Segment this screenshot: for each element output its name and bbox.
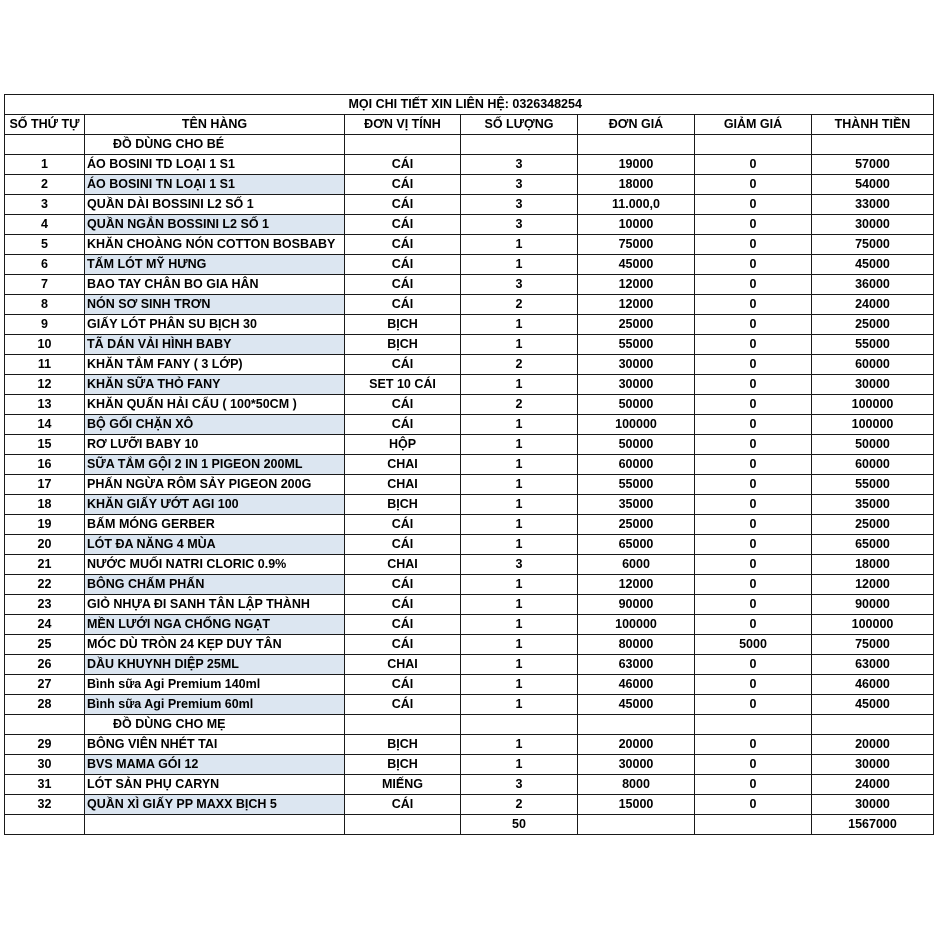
cell-discount[interactable]: 0 [695,435,812,455]
cell-total[interactable]: 57000 [812,155,934,175]
cell-unit[interactable]: CÁI [345,695,461,715]
table-row [5,615,934,635]
cell-stt[interactable]: 7 [5,275,85,295]
cell-price[interactable]: 35000 [578,495,695,515]
cell-unit[interactable]: CÁI [345,615,461,635]
cell-stt[interactable]: 17 [5,475,85,495]
cell-unit[interactable]: CHAI [345,655,461,675]
cell-name[interactable]: KHĂN GIẤY ƯỚT AGI 100 [85,495,345,515]
cell-name[interactable]: QUẦN NGẮN BOSSINI L2 SỐ 1 [85,215,345,235]
cell-unit[interactable]: CÁI [345,295,461,315]
cell-total[interactable]: 45000 [812,695,934,715]
cell-price[interactable]: 60000 [578,455,695,475]
cell-stt[interactable]: 8 [5,295,85,315]
section-row-baby [5,135,934,155]
cell-discount[interactable]: 0 [695,295,812,315]
cell-name[interactable]: TẤM LÓT MỸ HƯNG [85,255,345,275]
cell-price[interactable]: 45000 [578,255,695,275]
cell-name[interactable]: Bình sữa Agi Premium 140ml [85,675,345,695]
table-row [5,295,934,315]
table-row [5,155,934,175]
cell-unit[interactable]: CÁI [345,415,461,435]
cell-unit[interactable]: CÁI [345,635,461,655]
cell-qty[interactable]: 1 [461,595,578,615]
table-row [5,755,934,775]
cell-name[interactable]: ÁO BOSINI TD LOẠI 1 S1 [85,155,345,175]
cell-stt[interactable]: 32 [5,795,85,815]
cell-discount[interactable]: 0 [695,735,812,755]
cell-name[interactable]: ÁO BOSINI TN LOẠI 1 S1 [85,175,345,195]
cell-stt[interactable]: 24 [5,615,85,635]
table-row [5,395,934,415]
cell-price[interactable]: 50000 [578,435,695,455]
table-row [5,515,934,535]
cell-name[interactable]: LÓT SẢN PHỤ CARYN [85,775,345,795]
cell-total[interactable]: 60000 [812,455,934,475]
cell-unit[interactable]: MIẾNG [345,775,461,795]
cell-name[interactable]: QUẦN DÀI BOSSINI L2 SỐ 1 [85,195,345,215]
header-name[interactable]: TÊN HÀNG [85,115,345,135]
cell-price[interactable]: 80000 [578,635,695,655]
contact-row [5,95,934,115]
table-row [5,795,934,815]
cell-unit[interactable]: CÁI [345,595,461,615]
cell-stt[interactable]: 10 [5,335,85,355]
cell-unit[interactable]: CÁI [345,175,461,195]
cell-name[interactable]: BỘ GỐI CHẶN XÔ [85,415,345,435]
cell-qty[interactable]: 3 [461,155,578,175]
cell-name[interactable]: BÔNG CHẤM PHẤN [85,575,345,595]
cell-name[interactable]: BAO TAY CHÂN BO GIA HÂN [85,275,345,295]
cell-qty[interactable]: 3 [461,775,578,795]
cell-total[interactable]: 30000 [812,755,934,775]
cell-price[interactable]: 100000 [578,615,695,635]
cell-price[interactable]: 75000 [578,235,695,255]
cell-unit[interactable]: BỊCH [345,315,461,335]
cell-price[interactable]: 30000 [578,375,695,395]
cell-discount[interactable]: 0 [695,455,812,475]
table-row [5,415,934,435]
cell-name[interactable]: TÃ DÁN VẢI HÌNH BABY [85,335,345,355]
cell-stt[interactable]: 9 [5,315,85,335]
cell-qty[interactable]: 2 [461,355,578,375]
cell-price[interactable]: 30000 [578,355,695,375]
section-title-baby[interactable]: ĐỒ DÙNG CHO BÉ [85,135,345,155]
cell-name[interactable]: KHĂN SỮA THỎ FANY [85,375,345,395]
cell-total[interactable]: 55000 [812,475,934,495]
cell-price[interactable]: 25000 [578,515,695,535]
cell-price[interactable]: 50000 [578,395,695,415]
cell-price[interactable]: 63000 [578,655,695,675]
cell-price[interactable]: 45000 [578,695,695,715]
cell-discount[interactable]: 0 [695,595,812,615]
header-discount[interactable]: GIẢM GIÁ [695,115,812,135]
cell-qty[interactable]: 1 [461,235,578,255]
cell-stt[interactable]: 27 [5,675,85,695]
column-header-strip [4,84,933,94]
cell-stt[interactable]: 16 [5,455,85,475]
cell-unit[interactable]: CÁI [345,255,461,275]
cell-stt[interactable]: 13 [5,395,85,415]
cell-qty[interactable]: 1 [461,415,578,435]
cell-discount[interactable]: 0 [695,775,812,795]
cell-total[interactable]: 30000 [812,375,934,395]
cell-unit[interactable]: BỊCH [345,495,461,515]
cell-discount[interactable]: 0 [695,235,812,255]
cell-stt[interactable]: 23 [5,595,85,615]
header-total[interactable]: THÀNH TIỀN [812,115,934,135]
cell-stt[interactable]: 21 [5,555,85,575]
cell-unit[interactable]: CÁI [345,675,461,695]
cell-price[interactable]: 65000 [578,535,695,555]
cell-stt[interactable]: 4 [5,215,85,235]
cell-discount[interactable]: 0 [695,275,812,295]
table-row [5,375,934,395]
cell-qty[interactable]: 1 [461,335,578,355]
cell-qty[interactable]: 1 [461,755,578,775]
contact-line[interactable]: MỌI CHI TIẾT XIN LIÊN HỆ: 0326348254 [345,95,695,115]
invoice-table [4,94,934,835]
cell-discount[interactable]: 0 [695,475,812,495]
table-row [5,495,934,515]
cell-qty[interactable]: 3 [461,195,578,215]
cell-unit[interactable]: CÁI [345,195,461,215]
cell-stt[interactable]: 29 [5,735,85,755]
cell-name[interactable]: NƯỚC MUỐI NATRI CLORIC 0.9% [85,555,345,575]
cell-price[interactable]: 12000 [578,275,695,295]
table-row [5,735,934,755]
cell-discount[interactable]: 0 [695,755,812,775]
cell-discount[interactable]: 0 [695,535,812,555]
cell-discount[interactable]: 0 [695,575,812,595]
header-stt[interactable]: SỐ THỨ TỰ [5,115,85,135]
header-row [5,115,934,135]
cell-total[interactable]: 63000 [812,655,934,675]
cell-total[interactable]: 100000 [812,615,934,635]
cell-unit[interactable]: CHAI [345,475,461,495]
table-row [5,575,934,595]
cell-total[interactable]: 33000 [812,195,934,215]
cell-total[interactable]: 24000 [812,775,934,795]
cell-unit[interactable]: CÁI [345,155,461,175]
cell-price[interactable]: 19000 [578,155,695,175]
cell-discount[interactable]: 0 [695,255,812,275]
table-row [5,175,934,195]
cell-name[interactable]: KHĂN CHOÀNG NÓN COTTON BOSBABY [85,235,345,255]
cell-qty[interactable]: 3 [461,175,578,195]
cell-name[interactable]: BÔNG VIÊN NHÉT TAI [85,735,345,755]
cell-total[interactable]: 75000 [812,635,934,655]
cell-qty[interactable]: 3 [461,275,578,295]
cell-price[interactable]: 6000 [578,555,695,575]
cell-name[interactable]: QUẦN XÌ GIẤY PP MAXX BỊCH 5 [85,795,345,815]
cell-unit[interactable]: BỊCH [345,735,461,755]
table-row [5,555,934,575]
cell-unit[interactable]: CÁI [345,795,461,815]
cell-discount[interactable]: 0 [695,195,812,215]
cell-stt[interactable]: 11 [5,355,85,375]
cell-total[interactable]: 60000 [812,355,934,375]
table-row [5,635,934,655]
cell-discount[interactable]: 0 [695,395,812,415]
cell-unit[interactable]: CÁI [345,235,461,255]
cell-name[interactable]: DẦU KHUYNH DIỆP 25ML [85,655,345,675]
cell-qty[interactable]: 3 [461,555,578,575]
cell-total[interactable]: 36000 [812,275,934,295]
cell-discount[interactable]: 0 [695,515,812,535]
header-price[interactable]: ĐƠN GIÁ [578,115,695,135]
cell-unit[interactable]: CÁI [345,355,461,375]
cell-total[interactable]: 50000 [812,435,934,455]
cell-discount[interactable]: 0 [695,615,812,635]
cell-discount[interactable]: 0 [695,215,812,235]
cell-price[interactable]: 12000 [578,575,695,595]
selected-column-indicator [694,84,811,94]
cell-price[interactable]: 90000 [578,595,695,615]
cell-total[interactable]: 30000 [812,795,934,815]
cell-total[interactable]: 54000 [812,175,934,195]
cell-discount[interactable]: 0 [695,555,812,575]
cell-price[interactable]: 25000 [578,315,695,335]
cell-total[interactable]: 20000 [812,735,934,755]
cell-total[interactable]: 12000 [812,575,934,595]
header-qty[interactable]: SỐ LƯỢNG [461,115,578,135]
cell-qty[interactable]: 1 [461,695,578,715]
cell-stt[interactable]: 31 [5,775,85,795]
table-row [5,595,934,615]
cell-price[interactable]: 18000 [578,175,695,195]
table-row [5,275,934,295]
cell-price[interactable]: 15000 [578,795,695,815]
cell-stt[interactable]: 3 [5,195,85,215]
cell-unit[interactable]: CÁI [345,515,461,535]
table-row [5,535,934,555]
cell-total[interactable]: 35000 [812,495,934,515]
cell-name[interactable]: Bình sữa Agi Premium 60ml [85,695,345,715]
cell-stt[interactable]: 6 [5,255,85,275]
cell-total[interactable]: 65000 [812,535,934,555]
cell-total[interactable]: 90000 [812,595,934,615]
cell-price[interactable]: 10000 [578,215,695,235]
cell-price[interactable]: 8000 [578,775,695,795]
cell-name[interactable]: BẤM MÓNG GERBER [85,515,345,535]
cell-qty[interactable]: 1 [461,375,578,395]
cell-unit[interactable]: CHAI [345,555,461,575]
cell-qty[interactable]: 1 [461,455,578,475]
cell-qty[interactable]: 1 [461,475,578,495]
cell-qty[interactable]: 1 [461,675,578,695]
cell-discount[interactable]: 0 [695,495,812,515]
cell-stt[interactable]: 22 [5,575,85,595]
cell-stt[interactable]: 5 [5,235,85,255]
cell-discount[interactable]: 0 [695,155,812,175]
table-row [5,695,934,715]
cell-name[interactable]: BVS MAMA GÓI 12 [85,755,345,775]
cell-name[interactable]: MỀN LƯỚI NGA CHỐNG NGẠT [85,615,345,635]
cell-total[interactable]: 100000 [812,415,934,435]
cell-qty[interactable]: 1 [461,255,578,275]
cell-unit[interactable]: HỘP [345,435,461,455]
spreadsheet [4,84,933,835]
table-row [5,315,934,335]
cell-unit[interactable]: CÁI [345,575,461,595]
cell-qty[interactable]: 1 [461,315,578,335]
total-qty[interactable]: 50 [461,815,578,835]
table-row [5,475,934,495]
cell-discount[interactable]: 0 [695,375,812,395]
cell-name[interactable]: SỮA TẮM GỘI 2 IN 1 PIGEON 200ML [85,455,345,475]
cell-qty[interactable]: 1 [461,655,578,675]
cell-price[interactable]: 20000 [578,735,695,755]
cell-discount[interactable]: 0 [695,355,812,375]
cell-total[interactable]: 55000 [812,335,934,355]
cell-stt[interactable]: 19 [5,515,85,535]
cell-unit[interactable]: BỊCH [345,335,461,355]
cell-qty[interactable]: 1 [461,515,578,535]
totals-row [5,815,934,835]
cell-price[interactable]: 12000 [578,295,695,315]
table-row [5,675,934,695]
table-row [5,255,934,275]
cell-unit[interactable]: CÁI [345,395,461,415]
table-row [5,355,934,375]
cell-price[interactable]: 30000 [578,755,695,775]
cell-total[interactable]: 25000 [812,315,934,335]
cell-price[interactable]: 11.000,0 [578,195,695,215]
cell-total[interactable]: 100000 [812,395,934,415]
cell-name[interactable]: LÓT ĐA NĂNG 4 MÙA [85,535,345,555]
cell-stt[interactable]: 2 [5,175,85,195]
cell-stt[interactable]: 14 [5,415,85,435]
cell-total[interactable]: 30000 [812,215,934,235]
cell-name[interactable]: MÓC DÙ TRÒN 24 KẸP DUY TÂN [85,635,345,655]
cell-qty[interactable]: 1 [461,735,578,755]
cell-name[interactable]: GIẤY LÓT PHÂN SU BỊCH 30 [85,315,345,335]
cell-qty[interactable]: 2 [461,395,578,415]
table-row [5,775,934,795]
cell-qty[interactable]: 2 [461,295,578,315]
cell-discount[interactable]: 0 [695,175,812,195]
cell-stt[interactable]: 12 [5,375,85,395]
cell-unit[interactable]: CÁI [345,535,461,555]
cell-total[interactable]: 46000 [812,675,934,695]
cell-price[interactable]: 55000 [578,335,695,355]
cell-name[interactable]: KHĂN TẮM FANY ( 3 LỚP) [85,355,345,375]
cell-stt[interactable]: 25 [5,635,85,655]
table-row [5,455,934,475]
section-row-mom [5,715,934,735]
cell-total[interactable]: 18000 [812,555,934,575]
cell-qty[interactable]: 3 [461,215,578,235]
cell-qty[interactable]: 1 [461,435,578,455]
cell-total[interactable]: 24000 [812,295,934,315]
cell-total[interactable]: 25000 [812,515,934,535]
cell-name[interactable]: PHẤN NGỪA RÔM SẢY PIGEON 200G [85,475,345,495]
table-row [5,235,934,255]
cell-stt[interactable]: 15 [5,435,85,455]
table-row [5,435,934,455]
cell-qty[interactable]: 1 [461,575,578,595]
cell-name[interactable]: KHĂN QUẤN HẢI CẨU ( 100*50CM ) [85,395,345,415]
cell-price[interactable]: 46000 [578,675,695,695]
cell-qty[interactable]: 1 [461,635,578,655]
grand-total[interactable]: 1567000 [812,815,934,835]
cell-qty[interactable]: 1 [461,615,578,635]
cell-stt[interactable]: 1 [5,155,85,175]
cell-name[interactable]: GIỎ NHỰA ĐI SANH TÂN LẬP THÀNH [85,595,345,615]
table-row [5,335,934,355]
cell-discount[interactable]: 0 [695,315,812,335]
table-row [5,215,934,235]
cell-name[interactable]: RƠ LƯỠI BABY 10 [85,435,345,455]
cell-total[interactable]: 75000 [812,235,934,255]
cell-price[interactable]: 100000 [578,415,695,435]
header-unit[interactable]: ĐƠN VỊ TÍNH [345,115,461,135]
cell-stt[interactable]: 30 [5,755,85,775]
cell-stt[interactable]: 28 [5,695,85,715]
cell-total[interactable]: 45000 [812,255,934,275]
cell-discount[interactable]: 0 [695,415,812,435]
cell-price[interactable]: 55000 [578,475,695,495]
cell-name[interactable]: NÓN SƠ SINH TRƠN [85,295,345,315]
cell-unit[interactable]: BỊCH [345,755,461,775]
cell-unit[interactable]: CÁI [345,275,461,295]
cell-unit[interactable]: SET 10 CÁI [345,375,461,395]
cell-discount[interactable]: 0 [695,675,812,695]
cell-discount[interactable]: 0 [695,795,812,815]
cell-discount[interactable]: 0 [695,655,812,675]
cell-qty[interactable]: 2 [461,795,578,815]
cell-unit[interactable]: CÁI [345,215,461,235]
cell-stt[interactable]: 18 [5,495,85,515]
section-title-mom[interactable]: ĐỒ DÙNG CHO MẸ [85,715,345,735]
cell-stt[interactable]: 20 [5,535,85,555]
table-row [5,655,934,675]
cell-discount[interactable]: 0 [695,335,812,355]
table-row [5,195,934,215]
cell-discount[interactable]: 0 [695,695,812,715]
cell-discount[interactable]: 5000 [695,635,812,655]
cell-qty[interactable]: 1 [461,495,578,515]
cell-qty[interactable]: 1 [461,535,578,555]
cell-stt[interactable]: 26 [5,655,85,675]
cell-unit[interactable]: CHAI [345,455,461,475]
